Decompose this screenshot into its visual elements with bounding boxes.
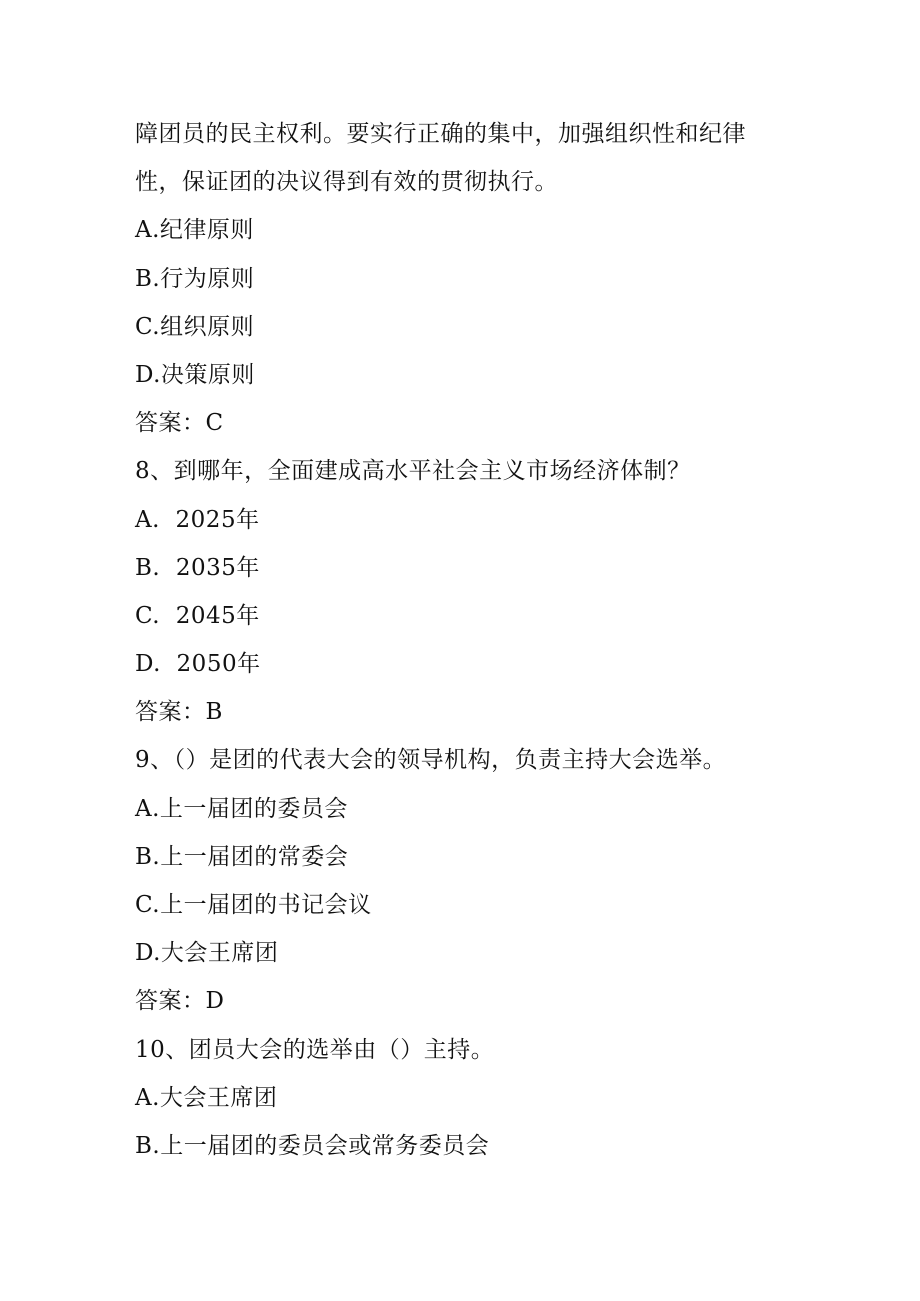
question-8-option-d: D. 2050年 (135, 651, 261, 678)
question-9-option-d: D.大会王席团 (135, 940, 279, 967)
question-7-text-line-1: 障团员的民主权利。要实行正确的集中，加强组织性和纪律 (135, 121, 746, 147)
question-8-text: 8、到哪年，全面建成高水平社会主义市场经济体制？ (135, 458, 691, 485)
question-9-answer: 答案：D (135, 988, 225, 1015)
question-8-option-b: B. 2035年 (135, 554, 260, 581)
question-8-option-a: A. 2025年 (135, 506, 260, 533)
question-7-answer: 答案：C (135, 410, 224, 437)
question-10-text: 10、团员大会的选举由（）主持。 (135, 1036, 495, 1063)
question-9-option-c: C.上一届团的书记会议 (135, 892, 372, 918)
question-9-option-b: B.上一届团的常委会 (135, 843, 349, 870)
question-7-option-b: B.行为原则 (135, 265, 255, 292)
question-10-option-b: B.上一届团的委员会或常务委员会 (135, 1132, 490, 1159)
question-7-option-a: A.纪律原则 (135, 217, 254, 244)
question-10-option-a: A.大会王席团 (135, 1084, 278, 1111)
document-body (135, 110, 775, 1170)
question-8-answer: 答案：B (135, 699, 223, 726)
question-7-option-d: D.决策原则 (135, 361, 255, 388)
question-9-option-a: A.上一届团的委员会 (135, 795, 348, 822)
question-7-text-line-2: 性，保证团的决议得到有效的贯彻执行。 (135, 169, 558, 196)
question-9-text: 9、（）是团的代表大会的领导机构，负责主持大会选举。 (135, 747, 727, 774)
question-8-option-c: C. 2045年 (135, 602, 260, 629)
question-7-option-c: C.组织原则 (135, 313, 255, 340)
